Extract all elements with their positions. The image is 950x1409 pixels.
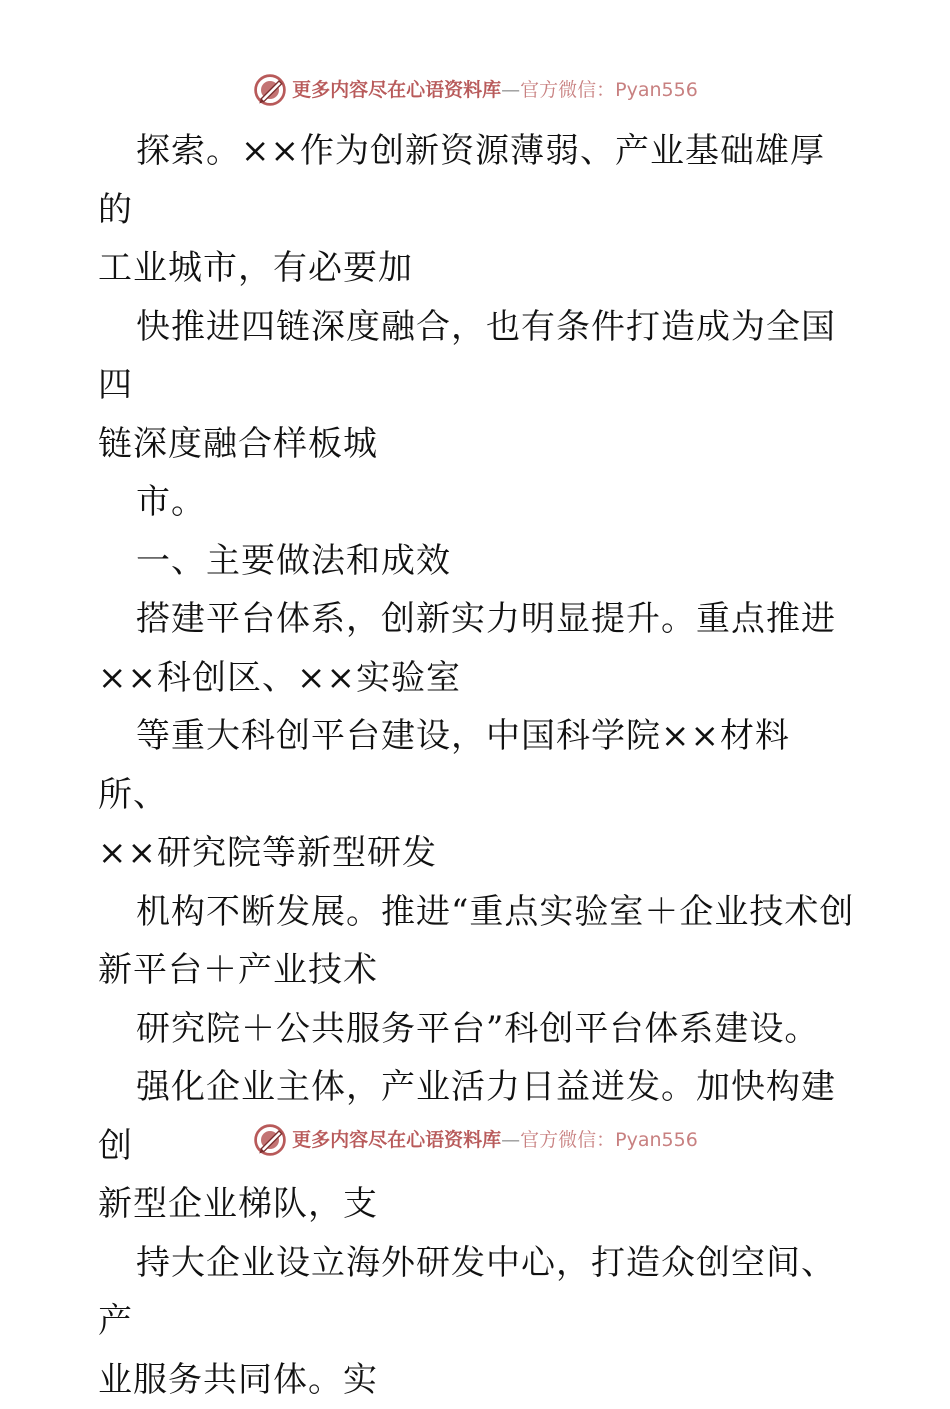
text-line: 持大企业设立海外研发中心，打造众创空间、产 [98,1234,858,1351]
text-line: ××研究院等新型研发 [98,824,858,883]
watermark-text [292,1131,698,1150]
text-line: 新平台＋产业技术 [98,941,858,1000]
text-line: 工业城市，有必要加 [98,239,858,298]
watermark-main-text: 更多内容尽在心语资料库 [292,79,501,101]
pen-in-circle-logo-icon [252,72,288,108]
watermark-separator: — [501,79,520,101]
document-body [98,122,858,1409]
text-line: 快推进四链深度融合，也有条件打造成为全国四 [98,298,858,415]
text-line: ××科创区、××实验室 [98,649,858,708]
text-line: 强化企业主体，产业活力日益迸发。加快构建创 [98,1058,858,1175]
text-line: 搭建平台体系，创新实力明显提升。重点推进 [98,590,858,649]
watermark-side-text: 官方微信：Pyan556 [520,1129,698,1151]
watermark-side-text: 官方微信：Pyan556 [520,79,698,101]
text-line: 机构不断发展。推进“重点实验室＋企业技术创 [98,883,858,942]
watermark-text [292,81,698,100]
text-line: 探索。××作为创新资源薄弱、产业基础雄厚的 [98,122,858,239]
footer-watermark [0,1120,950,1160]
watermark-separator: — [501,1129,520,1151]
text-line: 业服务共同体。实 [98,1351,858,1409]
header-watermark [0,70,950,110]
text-line: 链深度融合样板城 [98,415,858,474]
text-line: 研究院＋公共服务平台”科创平台体系建设。 [98,1000,858,1059]
text-line: 等重大科创平台建设，中国科学院××材料所、 [98,707,858,824]
watermark-main-text: 更多内容尽在心语资料库 [292,1129,501,1151]
text-line: 市。 [98,473,858,532]
pen-in-circle-logo-icon [252,1122,288,1158]
text-line: 新型企业梯队，支 [98,1175,858,1234]
section-heading: 一、主要做法和成效 [98,532,858,591]
